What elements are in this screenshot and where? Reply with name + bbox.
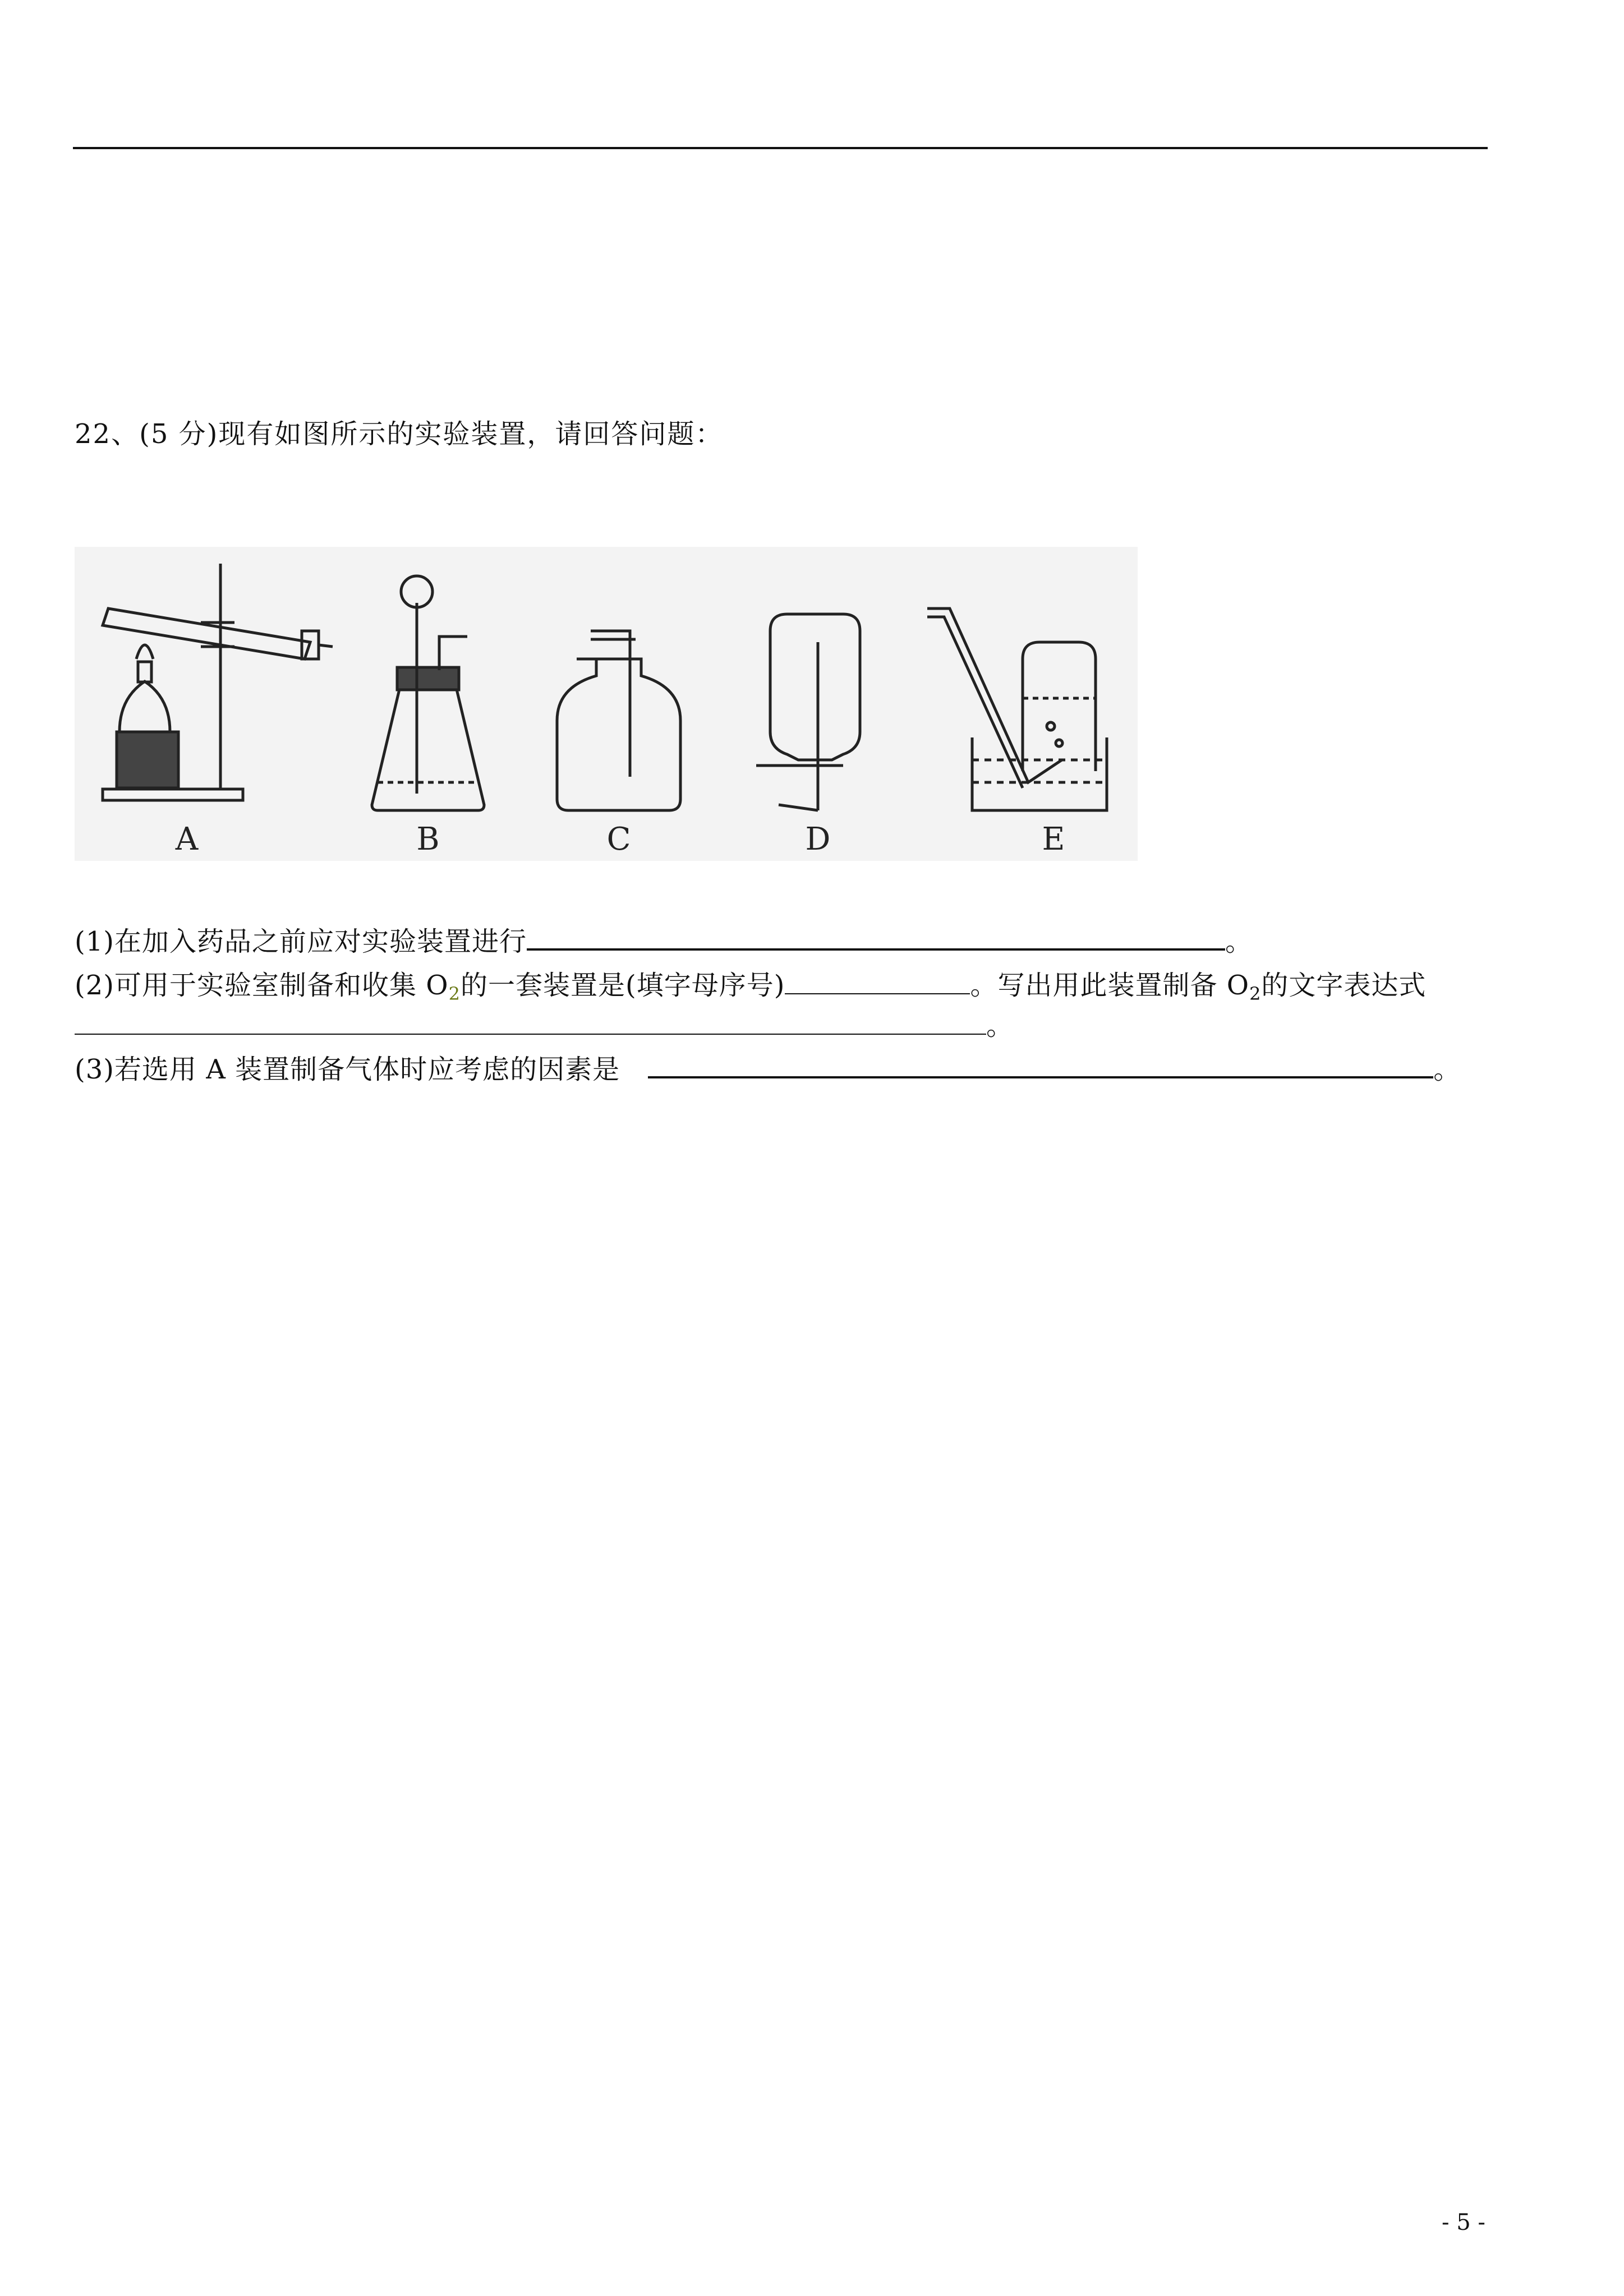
apparatus-label-c: C [606, 821, 631, 857]
question-score: (5 分) [139, 418, 219, 450]
item-2-text-c: 。写出用此装置制备 O [970, 970, 1250, 1001]
apparatus-label-b: B [416, 821, 440, 857]
item-3-text: (3)若选用 A 装置制备气体时应考虑的因素是 [75, 1054, 620, 1085]
apparatus-label-d: D [805, 821, 831, 857]
apparatus-b-drawing [372, 576, 484, 810]
apparatus-e-drawing [927, 608, 1107, 810]
apparatus-d-drawing [756, 614, 860, 810]
item-1-text: (1)在加入药品之前应对实验装置进行 [75, 926, 527, 957]
item-2-text-b: 的一套装置是(填字母序号) [460, 970, 785, 1001]
item-2-end: 。 [986, 1010, 1014, 1041]
apparatus-label-e: E [1042, 821, 1065, 857]
item-3-blank[interactable] [648, 1052, 1433, 1078]
item-2-continued [75, 1004, 1014, 1043]
item-3 [75, 1048, 1461, 1086]
item-2-text-d: 的文字表达式 [1261, 970, 1427, 1001]
header-rule [73, 147, 1488, 149]
item-3-end: 。 [1433, 1054, 1461, 1085]
item-2-subscript-2: 2 [1249, 983, 1262, 1004]
question-heading [75, 412, 723, 451]
apparatus-a-drawing [103, 564, 333, 800]
apparatus-label-a: A [175, 821, 199, 857]
item-2-text-a: (2)可用于实验室制备和收集 O [75, 970, 449, 1001]
item-2-blank-apparatus[interactable] [785, 969, 970, 994]
page-number: - 5 - [1442, 2210, 1485, 2235]
question-prompt: 现有如图所示的实验装置，请回答问题： [218, 418, 724, 450]
item-1-end: 。 [1225, 926, 1253, 957]
item-2 [75, 963, 1426, 1002]
item-1 [75, 920, 1253, 958]
question-number: 22、 [75, 418, 140, 450]
item-2-subscript: 2 [448, 983, 461, 1004]
apparatus-figure [75, 547, 1138, 861]
apparatus-c-drawing [557, 631, 680, 810]
item-2-blank-expression[interactable] [75, 1009, 986, 1035]
item-1-blank[interactable] [527, 924, 1225, 951]
